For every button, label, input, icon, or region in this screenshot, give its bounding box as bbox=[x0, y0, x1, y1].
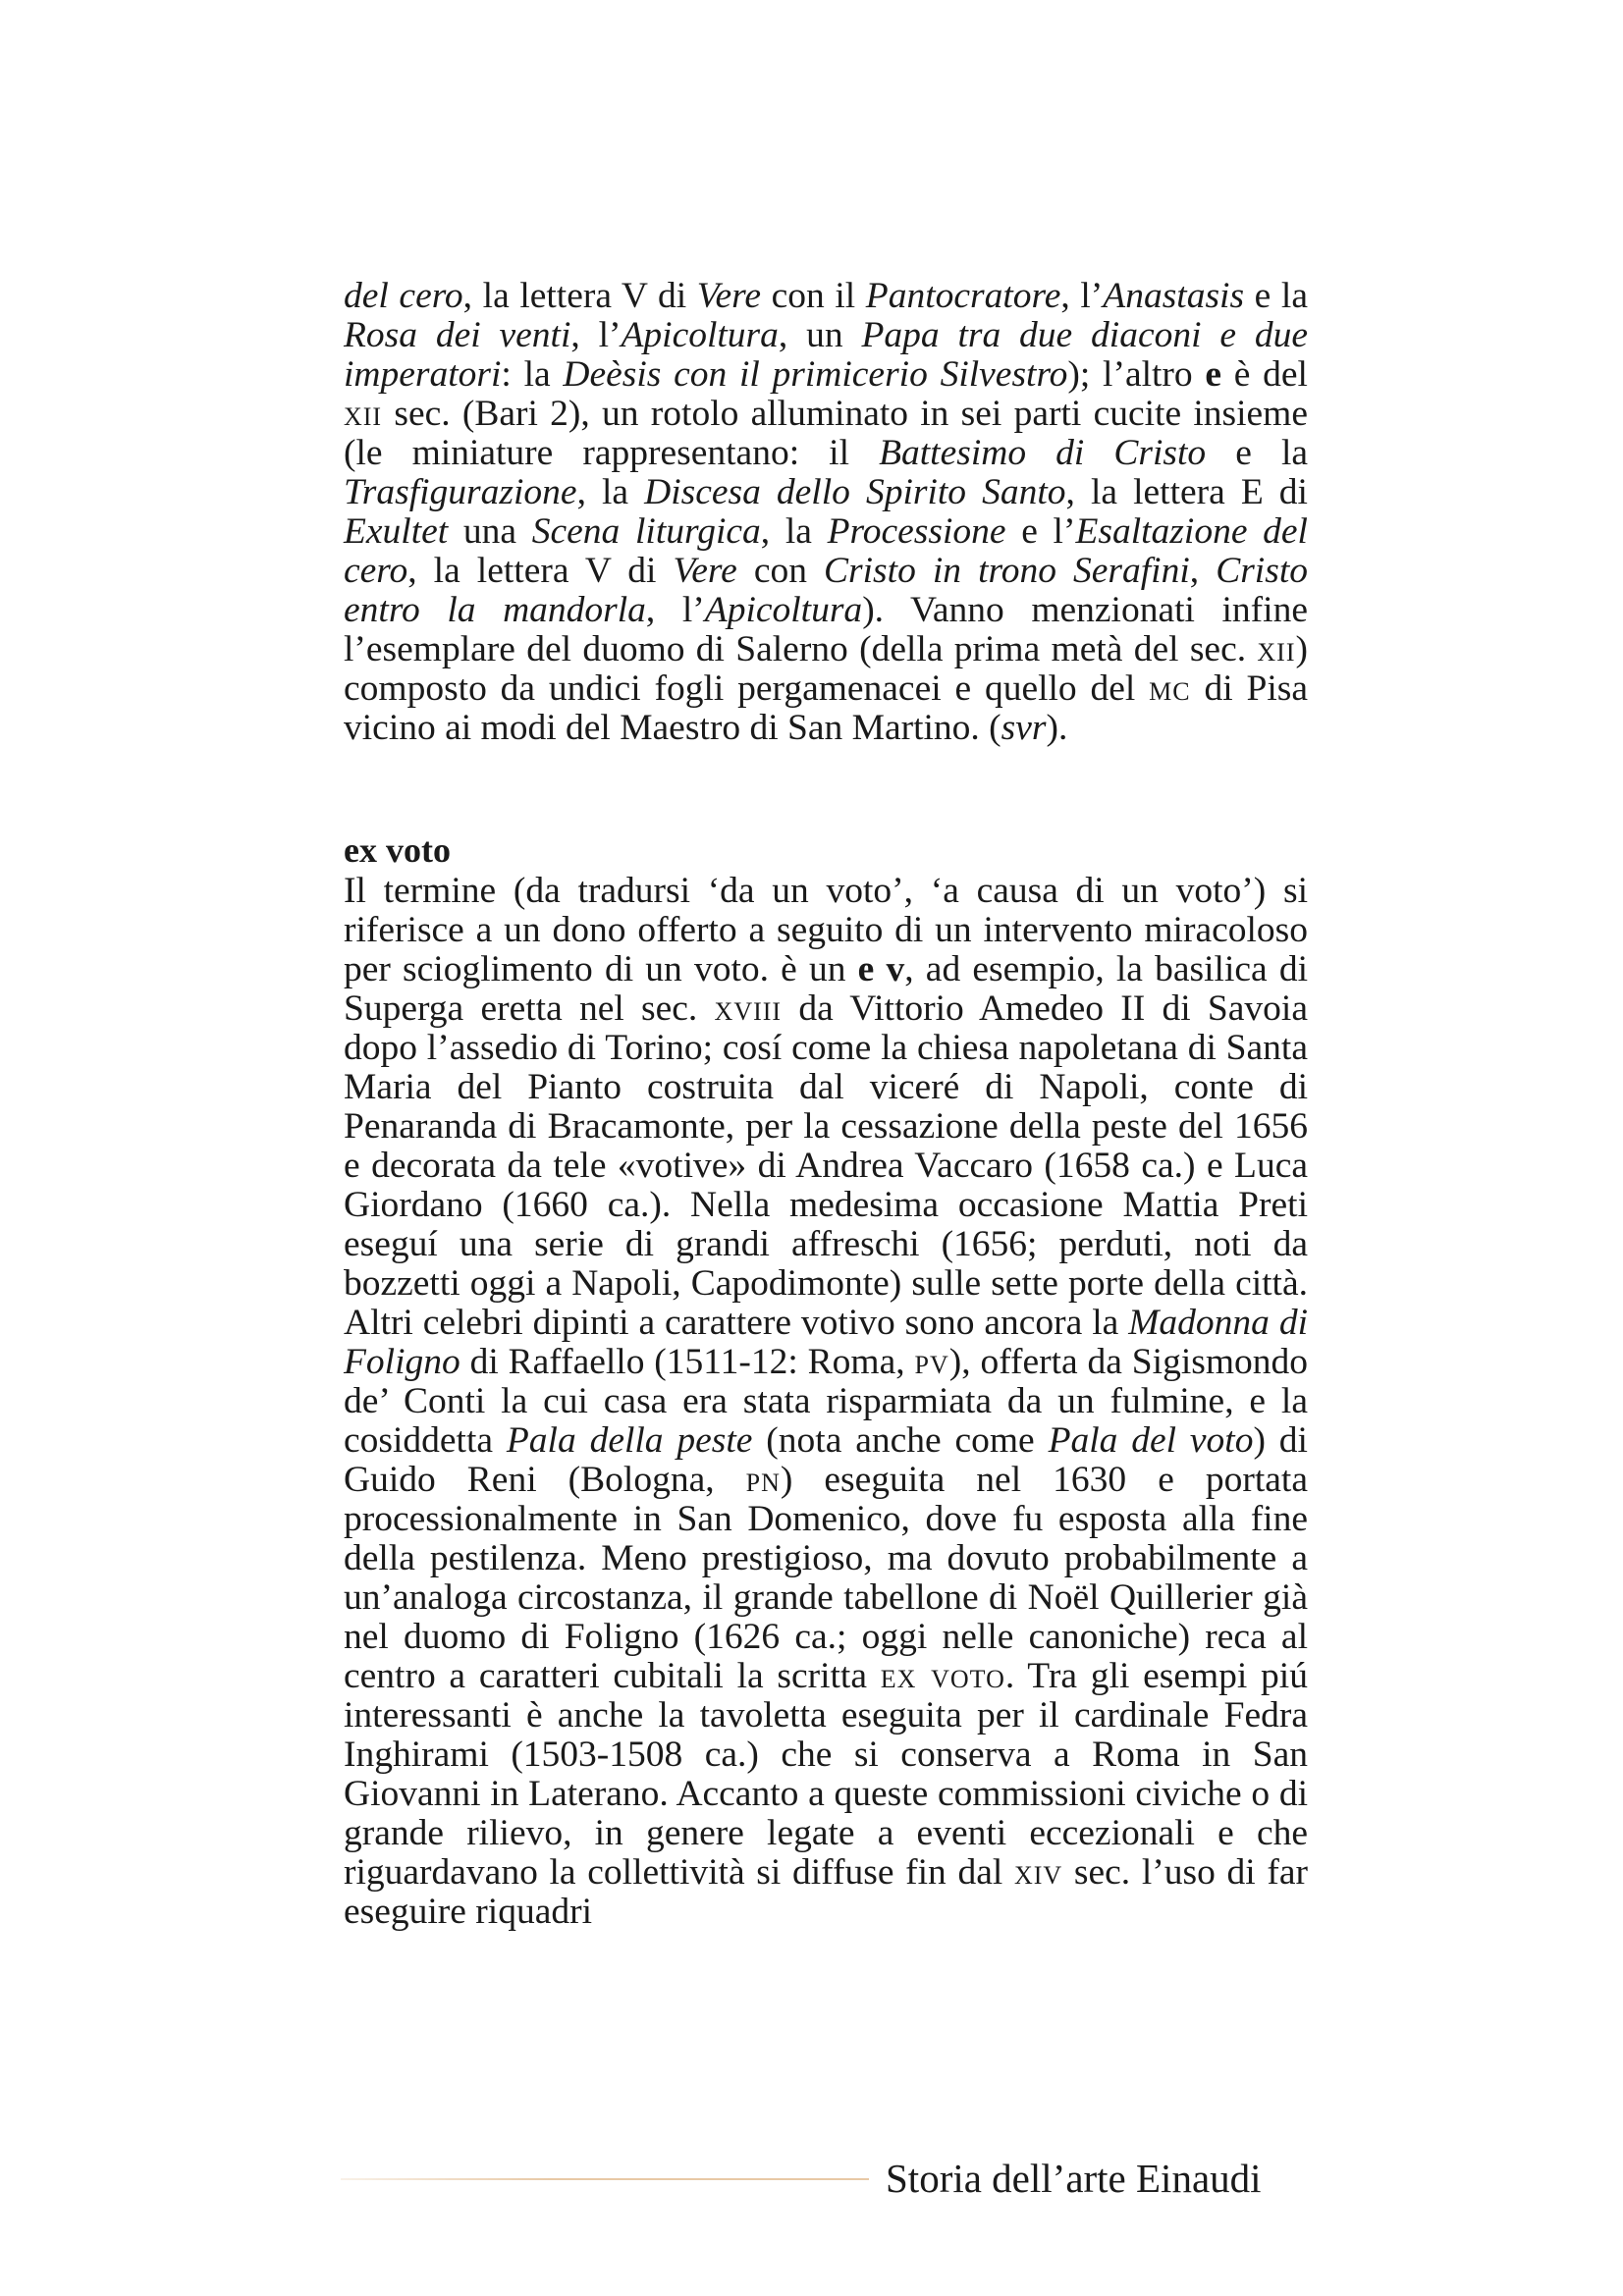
smallcaps-run: xii bbox=[344, 394, 383, 434]
italic-run: Rosa dei venti bbox=[344, 315, 571, 355]
text-run: di Raffaello (1511-12: Roma, bbox=[460, 1342, 915, 1382]
text-run: , l’ bbox=[645, 590, 705, 630]
italic-run: Pantocratore bbox=[865, 276, 1061, 316]
text-run: . Tra gli esempi piú interessanti è anche la tavoletta eseguita per il cardinale Fedra Inghirami (1503-1508 ca.) che si conserva a Roma in San Giovanni in Laterano. Accanto a queste commissioni civiche o di grande rilievo, in genere legate a eventi eccezionali e che riguardavano la collettività si diffuse fin dal bbox=[344, 1656, 1308, 1893]
smallcaps-run: xii bbox=[1257, 629, 1296, 669]
text-run: : la bbox=[501, 354, 564, 395]
italic-run: Cristo in trono Serafini bbox=[824, 551, 1190, 591]
text-run: , ad esempio, la basilica di Superga eretta nel sec. bbox=[344, 949, 1308, 1029]
italic-run: Exultet bbox=[344, 511, 449, 552]
footer-rule bbox=[341, 2178, 869, 2180]
smallcaps-run: ex voto bbox=[880, 1656, 1005, 1696]
text-run: sec. l’uso di far eseguire riquadri bbox=[344, 1852, 1308, 1932]
italic-run: Apicoltura bbox=[704, 590, 863, 630]
text-run: , la bbox=[760, 511, 828, 552]
italic-run: Deèsis con il primicerio Silvestro bbox=[563, 354, 1068, 395]
text-run: ) eseguita nel 1630 e portata processionalmente in San Domenico, dove fu esposta alla fine della pestilenza. Meno prestigioso, ma dovuto probabilmente a un’analoga circostanza, il grande tabellone di Noël Quillerier già nel duomo di Foligno (1626 ca.; oggi nelle canoniche) reca al centro a caratteri cubitali la scritta bbox=[344, 1460, 1308, 1696]
smallcaps-run: pn bbox=[745, 1460, 781, 1500]
text-run: , la lettera E di bbox=[1065, 472, 1308, 512]
italic-run: Madonna di Foligno bbox=[344, 1303, 1308, 1382]
text-run: ) di Guido Reni (Bologna, bbox=[344, 1420, 1308, 1500]
text-run: , l’ bbox=[1060, 276, 1104, 316]
entry-body bbox=[344, 872, 1308, 1932]
italic-run: svr bbox=[1001, 708, 1047, 748]
italic-run: Apicoltura bbox=[621, 315, 779, 355]
italic-run: Esaltazione del cero bbox=[344, 511, 1308, 591]
bold-abbrev: e v bbox=[857, 949, 905, 989]
smallcaps-run: xiv bbox=[1013, 1852, 1063, 1893]
italic-run: Trasfigurazione bbox=[344, 472, 577, 512]
text-run: è del bbox=[1221, 354, 1308, 395]
text-run: , bbox=[1189, 551, 1217, 591]
text-run: con bbox=[736, 551, 825, 591]
italic-run: Pala della peste bbox=[506, 1420, 753, 1461]
italic-run: Vere bbox=[696, 276, 761, 316]
paragraph-continued bbox=[344, 277, 1308, 748]
text-run: , l’ bbox=[570, 315, 622, 355]
text-run: e la bbox=[1206, 433, 1309, 473]
text-run: Il termine (da tradursi ‘da un voto’, ‘a causa di un voto’) si riferisce a un dono offerto a seguito di un intervento miracoloso per scioglimento di un voto. è un bbox=[344, 871, 1308, 989]
text-run: , un bbox=[778, 315, 862, 355]
smallcaps-run: pv bbox=[914, 1342, 949, 1382]
text-run: ); l’altro bbox=[1067, 354, 1206, 395]
italic-run: del cero bbox=[344, 276, 463, 316]
bold-abbrev: e bbox=[1205, 354, 1222, 395]
smallcaps-run: xviii bbox=[714, 988, 783, 1029]
italic-run: Papa tra due diaconi e due imperatori bbox=[344, 315, 1308, 395]
text-run: e la bbox=[1244, 276, 1308, 316]
italic-run: Cristo entro la mandorla bbox=[344, 551, 1308, 630]
text-run: e l’ bbox=[1005, 511, 1076, 552]
italic-run: Discesa dello Spirito Santo bbox=[644, 472, 1066, 512]
text-run: , la lettera V di bbox=[462, 276, 697, 316]
text-run: sec. (Bari 2), un rotolo alluminato in sei parti cucite insieme (le miniature rappresentano: il bbox=[344, 394, 1308, 473]
text-run: di Pisa vicino ai modi del Maestro di San Martino. ( bbox=[344, 668, 1308, 748]
italic-run: Vere bbox=[673, 551, 737, 591]
footer-title: Storia dell’arte Einaudi bbox=[886, 2156, 1262, 2201]
text-run: una bbox=[448, 511, 532, 552]
italic-run: Scena liturgica bbox=[531, 511, 761, 552]
text-run: , la lettera V di bbox=[407, 551, 674, 591]
italic-run: Processione bbox=[827, 511, 1006, 552]
text-run: (nota anche come bbox=[752, 1420, 1049, 1461]
text-run: ) composto da undici fogli pergamenacei e quello del bbox=[344, 629, 1308, 709]
italic-run: Pala del voto bbox=[1048, 1420, 1254, 1461]
italic-run: Battesimo di Cristo bbox=[879, 433, 1207, 473]
text-run: ). bbox=[1046, 708, 1068, 748]
text-run: , la bbox=[576, 472, 645, 512]
smallcaps-run: mc bbox=[1149, 668, 1191, 709]
text-run: con il bbox=[760, 276, 866, 316]
text-run: da Vittorio Amedeo II di Savoia dopo l’assedio di Torino; cosí come la chiesa napoletana di Santa Maria del Pianto costruita dal viceré di Napoli, conte di Penaranda di Bracamonte, per la cessazione della peste del 1656 e decorata da tele «votive» di Andrea Vaccaro (1658 ca.) e Luca Giordano (1660 ca.). Nella medesima occasione Mattia Preti eseguí una serie di grandi affreschi (1656; perduti, noti da bozzetti oggi a Napoli, Capodimonte) sulle sette porte della città. Altri celebri dipinti a carattere votivo sono ancora la bbox=[344, 988, 1308, 1343]
italic-run: Anastasis bbox=[1103, 276, 1245, 316]
entry-heading: ex voto bbox=[344, 830, 451, 870]
text-run: ). Vanno menzionati infine l’esemplare del duomo di Salerno (della prima metà del sec. bbox=[344, 590, 1308, 669]
text-run: ), offerta da Sigismondo de’ Conti la cui casa era stata risparmiata da un fulmine, e la cosiddetta bbox=[344, 1342, 1309, 1461]
